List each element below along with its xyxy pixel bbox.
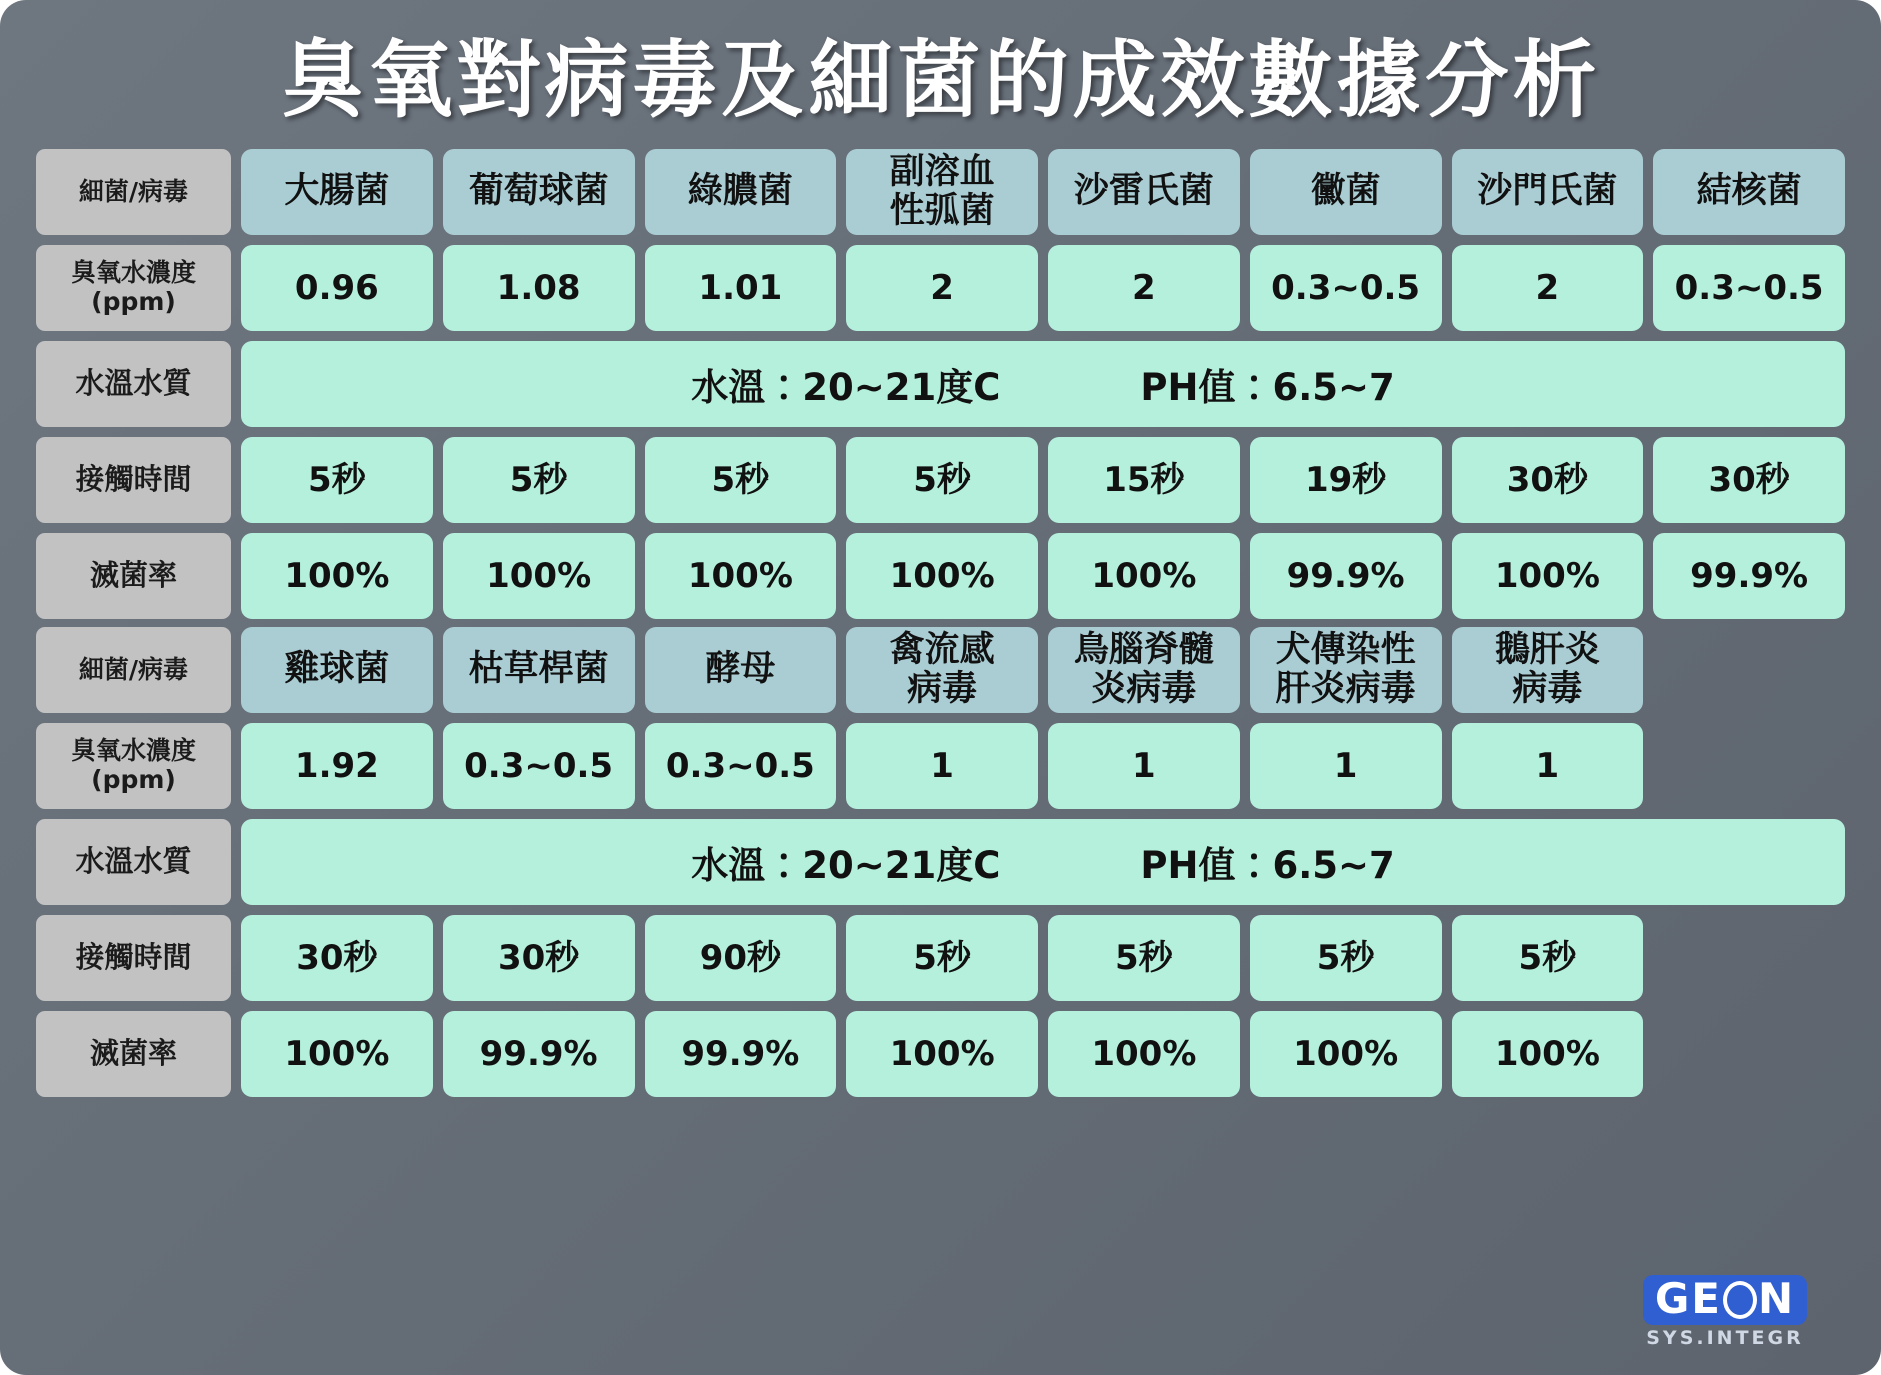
organism-cell <box>846 627 1038 713</box>
table-row <box>36 723 1845 809</box>
organism-label-line2: 病毒 <box>907 669 978 709</box>
organism-header-cells-1 <box>241 149 1845 235</box>
table-row <box>36 245 1845 331</box>
empty-cell <box>1653 1011 1845 1097</box>
organism-label: 酵母 <box>705 649 776 690</box>
organism-cell <box>1048 627 1240 713</box>
logo-name: GE <box>1654 1273 1722 1323</box>
empty-cell <box>1653 627 1845 713</box>
organism-cell <box>846 149 1038 235</box>
contact-time-cells-1 <box>241 437 1845 523</box>
kill-rate-cell: 100% <box>241 533 433 619</box>
concentration-cell: 0.3~0.5 <box>645 723 837 809</box>
kill-rate-cell: 100% <box>645 533 837 619</box>
kill-rate-cell: 99.9% <box>443 1011 635 1097</box>
kill-rate-cell: 100% <box>443 533 635 619</box>
organism-label: 鵝肝炎 <box>1494 629 1600 670</box>
concentration-cell: 0.3~0.5 <box>1653 245 1845 331</box>
organism-cell <box>1452 627 1644 713</box>
contact-time-cell: 5秒 <box>1452 915 1644 1001</box>
kill-rate-cell: 99.9% <box>1250 533 1442 619</box>
concentration-cell: 1.92 <box>241 723 433 809</box>
organism-label: 綠膿菌 <box>687 171 793 212</box>
organism-label: 黴菌 <box>1310 171 1381 212</box>
organism-label: 結核菌 <box>1696 171 1802 212</box>
organism-cell <box>1250 627 1442 713</box>
contact-time-cell: 30秒 <box>443 915 635 1001</box>
contact-time-cell: 5秒 <box>846 915 1038 1001</box>
organism-label: 沙雷氏菌 <box>1073 171 1214 212</box>
page-title: 臭氧對病毒及細菌的成效數據分析 <box>280 31 1601 129</box>
organism-cell <box>241 149 433 235</box>
water-conditions-2 <box>241 819 1845 905</box>
row-label-organism: 細菌/病毒 <box>36 627 231 713</box>
row-label-water: 水溫水質 <box>36 819 231 905</box>
concentration-cell: 0.96 <box>241 245 433 331</box>
water-temperature: 水溫：20~21度C <box>691 844 1001 887</box>
contact-time-cell: 30秒 <box>241 915 433 1001</box>
kill-rate-cells-2 <box>241 1011 1845 1097</box>
table-row <box>36 437 1845 523</box>
row-label-water: 水溫水質 <box>36 341 231 427</box>
kill-rate-cell: 100% <box>1250 1011 1442 1097</box>
kill-rate-cell: 100% <box>846 1011 1038 1097</box>
organism-label: 沙門氏菌 <box>1477 171 1618 212</box>
logo-mark <box>1643 1275 1807 1325</box>
organism-cell <box>443 149 635 235</box>
organism-cell <box>1653 149 1845 235</box>
table-row <box>36 819 1845 905</box>
contact-time-cell: 5秒 <box>1048 915 1240 1001</box>
organism-cell <box>1048 149 1240 235</box>
water-ph: PH值：6.5~7 <box>1140 844 1395 887</box>
organism-label: 葡萄球菌 <box>468 171 609 212</box>
concentration-cell: 2 <box>1452 245 1644 331</box>
concentration-cell: 2 <box>1048 245 1240 331</box>
kill-rate-cells-1 <box>241 533 1845 619</box>
contact-time-cell: 5秒 <box>846 437 1038 523</box>
organism-label: 枯草桿菌 <box>468 649 609 690</box>
row-label-concentration-line2: (ppm) <box>91 765 176 794</box>
contact-time-cell: 90秒 <box>645 915 837 1001</box>
organism-label-line2: 炎病毒 <box>1091 669 1197 709</box>
concentration-cell: 0.3~0.5 <box>1250 245 1442 331</box>
row-label-concentration <box>36 245 231 331</box>
contact-time-cell: 15秒 <box>1048 437 1240 523</box>
water-conditions-1 <box>241 341 1845 427</box>
organism-label: 雞球菌 <box>284 649 390 690</box>
kill-rate-cell: 100% <box>1048 1011 1240 1097</box>
organism-cell <box>645 627 837 713</box>
kill-rate-cell: 100% <box>1452 1011 1644 1097</box>
logo-name-tail: N <box>1758 1273 1796 1323</box>
kill-rate-cell: 99.9% <box>645 1011 837 1097</box>
organism-label: 大腸菌 <box>284 171 390 212</box>
contact-time-cell: 5秒 <box>1250 915 1442 1001</box>
water-temperature: 水溫：20~21度C <box>691 366 1001 409</box>
organism-header-cells-2 <box>241 627 1845 713</box>
table-row <box>36 627 1845 713</box>
kill-rate-cell: 100% <box>1048 533 1240 619</box>
kill-rate-cell: 100% <box>1452 533 1644 619</box>
logo-subtitle: SYS.INTEGR <box>1646 1327 1804 1349</box>
concentration-cell: 1.08 <box>443 245 635 331</box>
organism-cell <box>443 627 635 713</box>
empty-cell <box>1653 723 1845 809</box>
table-row <box>36 915 1845 1001</box>
contact-time-cell: 5秒 <box>241 437 433 523</box>
concentration-cell: 0.3~0.5 <box>443 723 635 809</box>
organism-label-line2: 肝炎病毒 <box>1275 669 1416 709</box>
water-ph: PH值：6.5~7 <box>1140 366 1395 409</box>
organism-cell <box>1452 149 1644 235</box>
concentration-cell: 1 <box>846 723 1038 809</box>
contact-time-cells-2 <box>241 915 1845 1001</box>
logo-oval-icon <box>1723 1281 1757 1319</box>
kill-rate-cell: 99.9% <box>1653 533 1845 619</box>
kill-rate-cell: 100% <box>241 1011 433 1097</box>
data-table-2 <box>36 627 1845 1097</box>
organism-cell <box>241 627 433 713</box>
concentration-cells-2 <box>241 723 1845 809</box>
table-row <box>36 341 1845 427</box>
data-table-1 <box>36 149 1845 619</box>
organism-label: 副溶血 <box>889 151 995 192</box>
row-label-contact-time: 接觸時間 <box>36 437 231 523</box>
kill-rate-cell: 100% <box>846 533 1038 619</box>
organism-cell <box>1250 149 1442 235</box>
concentration-cell: 1 <box>1048 723 1240 809</box>
row-label-concentration-line1: 臭氧水濃度 <box>70 736 196 766</box>
row-label-kill-rate: 滅菌率 <box>36 533 231 619</box>
table-row <box>36 1011 1845 1097</box>
row-label-concentration-line1: 臭氧水濃度 <box>70 258 196 288</box>
row-label-concentration-line2: (ppm) <box>91 287 176 316</box>
row-label-concentration <box>36 723 231 809</box>
contact-time-cell: 5秒 <box>443 437 635 523</box>
organism-label-line2: 性弧菌 <box>889 191 995 231</box>
concentration-cell: 1 <box>1452 723 1644 809</box>
contact-time-cell: 30秒 <box>1452 437 1644 523</box>
table-row <box>36 533 1845 619</box>
concentration-cell: 1.01 <box>645 245 837 331</box>
concentration-cells-1 <box>241 245 1845 331</box>
organism-label: 犬傳染性 <box>1275 629 1416 670</box>
brand-logo <box>1615 1275 1835 1349</box>
organism-label-line2: 病毒 <box>1512 669 1583 709</box>
table-row <box>36 149 1845 235</box>
concentration-cell: 1 <box>1250 723 1442 809</box>
organism-label: 禽流感 <box>889 629 995 670</box>
table-divider <box>36 619 1845 627</box>
row-label-contact-time: 接觸時間 <box>36 915 231 1001</box>
empty-cell <box>1653 915 1845 1001</box>
contact-time-cell: 5秒 <box>645 437 837 523</box>
concentration-cell: 2 <box>846 245 1038 331</box>
organism-label: 鳥腦脊髓 <box>1073 629 1214 670</box>
contact-time-cell: 19秒 <box>1250 437 1442 523</box>
row-label-organism: 細菌/病毒 <box>36 149 231 235</box>
row-label-kill-rate: 滅菌率 <box>36 1011 231 1097</box>
organism-cell <box>645 149 837 235</box>
contact-time-cell: 30秒 <box>1653 437 1845 523</box>
